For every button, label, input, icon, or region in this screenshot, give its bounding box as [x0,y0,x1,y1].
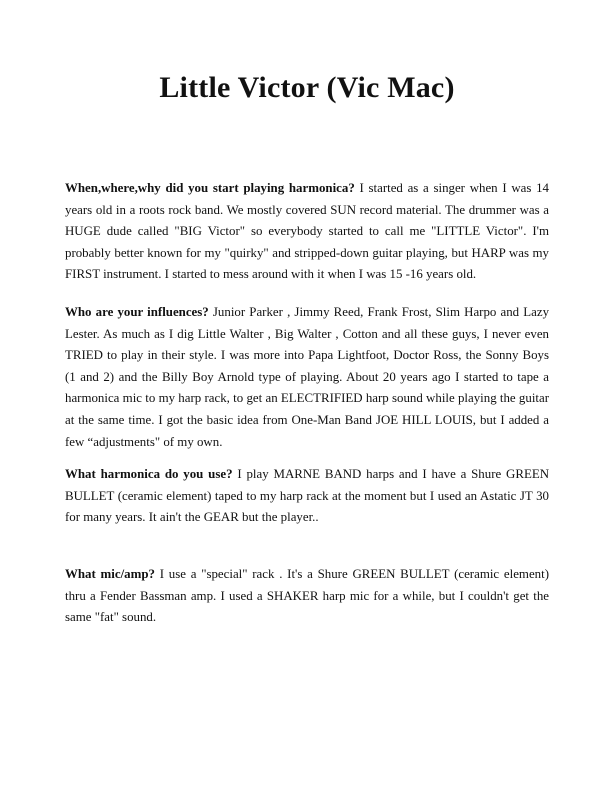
answer-text: Junior Parker , Jimmy Reed, Frank Frost, Slim Harpo and Lazy Lester. As much as I dig Little Walter , Big Walter , Cotton and all these guys, I never even TRIED to play in their style. I was more into Papa Lightfoot, Doctor Ross, the Sonny Boys (1 and 2) and the Billy Boy Arnold type of playing. About 20 years ago I started to tape a harmonica mic to my harp rack, to get an ELECTRIFIED harp sound while playing the guitar at the same time. I got the basic idea from One-Man Band JOE HILL LOUIS, but I added a few “adjustments" of my own. [65,305,550,449]
qa-paragraph [65,564,549,629]
answer-text: I play MARNE BAND harps and I have a Shure GREEN BULLET (ceramic element) taped to my harp rack at the moment but I used an Astatic JT 30 for many years. It ain't the GEAR but the player.. [65,467,549,525]
answer-text: I started as a singer when I was 14 years old in a roots rock band. We mostly covered SUN record material. The drummer was a HUGE dude called "BIG Victor" so everybody started to call me "LITTLE Victor". I'm probably better known for my "quirky" and stripped-down guitar playing, but HARP was my FIRST instrument. I started to mess around with it when I was 15 -16 years old. [65,181,549,282]
answer-text: I use a "special" rack . It's a Shure GREEN BULLET (ceramic element) thru a Fender Bassman amp. I used a SHAKER harp mic for a while, but I couldn't get the same "fat" sound. [65,567,549,625]
question-text: Who are your influences? [65,305,209,319]
question-text: What mic/amp? [65,567,155,581]
qa-paragraph [65,464,549,529]
qa-paragraph [65,178,549,286]
question-text: When,where,why did you start playing harmonica? [65,181,355,195]
qa-paragraph [65,302,549,453]
question-text: What harmonica do you use? [65,467,233,481]
page-title: Little Victor (Vic Mac) [159,71,455,104]
